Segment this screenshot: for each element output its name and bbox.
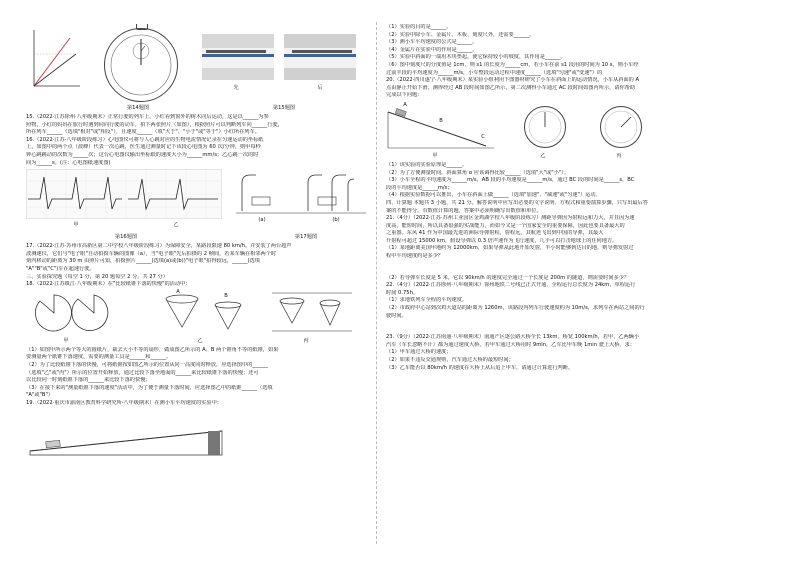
questions-15-16 [26, 114, 376, 167]
text-line: 20.（2022·四川遂宁·八年级期末）某实验小组利用下图器材研究了小车在斜面上的运动情况，小车从斜面的 A [386, 77, 640, 84]
camera-label-b: (b) [332, 217, 340, 224]
stopwatch-crown-icon [136, 24, 148, 30]
text-line: （1）甲车通过大桥的速度； [386, 349, 452, 356]
text-line: 18.（2022·江苏镇江·八年级期末）在"比较纸锥下落的快慢"的活动中： [26, 281, 191, 288]
text-line: 程中平均速度约是多少？ [386, 253, 444, 260]
text-line: （4）根据实验数据可以推出，小车在斜面上做______（选填"加速"、"减速"或"匀速"）运动。 [386, 192, 601, 199]
figure-16-caption: 第16题图 [114, 234, 138, 241]
section-heading: 四、计算题 本题共 3 小题，共 21 分。解答说明中应写出必要的文字说明、方程式和重要演算步骤，只写出最后答 [386, 199, 648, 206]
figure-captions-16-17 [26, 233, 376, 243]
ecg-chart [26, 169, 222, 219]
text-line: 21.（4分）（2022·江苏·苏州工业园区金鸡湖学校八年级阶段练习）测距导弹因为射程远和力大，并且因为速 [386, 215, 635, 222]
text-line: 15.（2022·江苏徐州·八年级期末）正常行驶的列车上，小红看到窗外的树木向后运动，这是以______为参 [26, 114, 269, 120]
right-column [386, 24, 736, 544]
photo-label-before: 先 [233, 85, 239, 91]
text-line: （1）实验的目的是______。 [386, 24, 452, 30]
text-line: 22.（4分）（2022·江苏徐州·八年级期末）徐州地铁二号线已正式开通，全程运行总长度为 24km，单程运行 [386, 282, 636, 289]
text-line: 以比较同一时刻纸锥下落的______来比较下落的快慢； [26, 377, 151, 384]
text-line: （3）乙车能否以 80km/h 的速度在大桥上从后追上甲车，请通过计算进行判断。 [386, 364, 574, 371]
text-line: 之重器。东风 41 作为中国最先进的洲际导弹射程，射程远，其航迹飞出到中国的导弹，其最大 [386, 230, 604, 237]
photo-label-after: 后 [317, 85, 323, 91]
point-c-label: C [481, 133, 485, 140]
text-line: 17.（2022·江苏·苏州市高新区第二中学校八年级阶段练习）为保障安全，某路段限速 80 km/h。并安装了两台超声 [26, 243, 292, 250]
questions-17-18 [26, 243, 376, 289]
text-line: （3）小车全程的平均速度为______m/s，AB 段的平均速度是______m/s，通过 BC 段的时间是______s，BC [386, 177, 635, 184]
text-line: 16.（2022·江苏·八年级阶段练习）心电图仪可将与人心跳对应的生物电流情况记录在匀速运动的坐标纸 [26, 136, 264, 143]
text-line: 刻内移动的距离为 30 m 由照片可知，拍摄照片______(选填(a)或(b))"电子眼"拍得较远，______(选填 [26, 258, 260, 265]
column-divider [376, 22, 377, 544]
text-line: （3）在接下来的"测量纸锥下落的速度"活动中，为了便于测量下落时间，应选择图乙中的纸锥______（选填 [26, 384, 273, 391]
figure-14-graph [26, 24, 82, 96]
text-line: 上，如图中的两个点（波峰）代表一次心跳，医生通过测量时记下该段心电图为 60 次/分钟，则甲每秒 [26, 144, 261, 151]
text-line: （1）该实验的实验原理是______。 [386, 161, 468, 168]
text-line: "A"或"B"） [26, 392, 54, 399]
question-19-parts [386, 24, 736, 100]
text-line: （1）某地距离美国甲地约为 12000km，如果导弹从此地开始发射，半小时能够到达目的地，则导弹发射过 [386, 245, 634, 252]
text-line: 时间 0.75h。 [386, 289, 419, 296]
text-line: （1）求地铁列车全程的平均速度。 [386, 297, 468, 304]
stopwatch-label-yi: 乙 [540, 152, 546, 159]
text-line: （4）金属片在实验中的作用是______。 [386, 46, 478, 53]
left-column [26, 24, 376, 544]
text-line: 汽车（车长忽略不计）都为通过速度大桥，若甲车通过大桥用时 9min，乙车比甲车晚 1min 驶上大桥，求： [386, 341, 635, 348]
stopwatch-b-icon [524, 106, 566, 148]
point-a-label: A [403, 101, 407, 108]
text-line: 23.（9分）（2022·江苏南通·八年级期末）南通产区逐公路大桥全长 13km，桥宽 100km/h，若甲、乙两辆小 [386, 334, 640, 341]
text-line: 驶时间。 [386, 312, 407, 319]
section-heading: 三、实验探究题（每空 1 分，第 20 题每空 2 分，共 27 分） [26, 273, 168, 280]
text-line: （2）为了比较纸锥下落的快慢，可将纸锥按如图乙所示的位置从同一高度同时释放，应选择图中的______ [26, 361, 268, 368]
questions-20-23 [386, 162, 736, 372]
text-line: （2）实验中除小车、金属片、木板、刻度尺外，还需要______。 [386, 31, 535, 38]
text-line: （选填"乙"或"丙"）所示的位置开始释放，通过比较下落至地面的______来比较纸锥下落的快慢；还可 [26, 369, 259, 376]
text-line: 波测速仪，它们与"电子眼"自动拍摄车辆的图像（a），当"电子眼"先后拍摄的 2 帧间，若某车辆在相邻两个时 [26, 250, 277, 257]
blank-line [386, 261, 736, 275]
cone-label-a: A [176, 288, 180, 295]
stopwatch-c-icon [600, 106, 642, 148]
questions-18-19 [26, 347, 376, 408]
text-line: （1）如图甲所示两个等大的圆纸片，裁去大小不等的扇形，做成图乙所示的 A、B 两个锥角不等的纸锥，如果 [26, 346, 279, 353]
text-line: （6）图中刻度尺的分度值是 1cm，则 s1 的长度为______cm，若小车在前 s1 段用的时间为 10 s，则小车经 [386, 61, 639, 68]
figure-20 [386, 100, 736, 162]
cone-label-yi: 乙 [197, 337, 203, 344]
figures-14-15 [26, 24, 376, 114]
figure-14-caption: 第14题图 [126, 105, 150, 111]
figure-15-caption: 第15题图 [272, 105, 296, 111]
text-line: 19.（2022·重庆市渝南区教育科学研究所·八年级期末）在测小车平均速度的实验中： [26, 399, 222, 406]
cone-label-jia: 甲 [63, 337, 69, 344]
text-line: 照物，小红的妈妈在旅行时遇到同向行驶的动车，拍下两张照片（如图），根据照片可以判断列车向______行驶， [26, 121, 283, 128]
train-photo-after [284, 34, 356, 80]
figures-16-17 [26, 167, 376, 233]
text-line: （5）实验中斜面的一端用木块垫起，使它保持较小的坡度，其作用是______。 [386, 54, 566, 61]
train-photo-before [202, 34, 274, 80]
text-line: 要测量两个纸锥下落速度，需要的测量工具是______和______。 [26, 354, 172, 361]
text-line: （2）若导弹车长度是 5 米，它以 90km/h 的速度完全通过一个长度是 200m 的隧道，则需要时间多少？ [386, 274, 630, 281]
text-line: 升射程可超过 15000 km，假设导弹以 0.3 倍声速作为飞行速度，几乎可以打击地球上的任何地方。 [386, 237, 618, 244]
text-line: 点由静止开始下滑，测得经过 AB 段时间如图乙所示，第二次测得小车通过 AC 段时间如图丙所示，请你帮助 [386, 84, 636, 91]
text-line: 段的平均速度是______m/s； [386, 184, 453, 191]
text-line: 过前半段的平均速度为______m/s，小车整段运动过程中速度______（选填"匀速"或"变速"）的 [386, 69, 603, 76]
text-line: （2）如果不违反交通规则，汽车通过大桥的最短时间； [386, 357, 514, 363]
incline-ramp-figure [26, 411, 226, 459]
text-line: 完成以下问题： [386, 92, 423, 99]
ecg-label-jia: 甲 [73, 222, 79, 229]
text-line: 间为______s。(注：心电图纸速度图) [26, 159, 111, 166]
figure-paper-cones [26, 289, 376, 347]
cone-diagrams [32, 288, 352, 335]
text-line: "A""B"或"C")车在超速行驶。 [26, 265, 95, 272]
text-line: 钟心跳跳动的次数为______次；这台心电图仪输出坐标纸的速度大小为______mm/s；乙心跳一次的时 [26, 151, 259, 158]
stopwatch-icon [104, 28, 178, 102]
text-line: （2）为了方便测量时间，斜面算角 α 应该调得比较______（选填"大"或"小"）； [386, 169, 569, 176]
ecg-label-yi: 乙 [173, 222, 179, 229]
figure-17-caption: 第17题图 [294, 234, 318, 241]
ramp-with-car [386, 102, 496, 154]
cone-label-b: B [224, 292, 228, 299]
speed-camera-figure [236, 171, 366, 219]
cone-label-bing: 丙 [303, 337, 309, 344]
text-line: 所在列车______（选填"相对"或"相反"），且速度______（填"大于"、"小于"或"等于"）小红所在列车。 [26, 129, 260, 136]
camera-label-a: (a) [258, 217, 266, 224]
text-line: 案的不能得分，有数值计算的题，答案中必须明确写出数值和单位。 [386, 207, 542, 214]
text-line: 度高，能短时间，所以具备很强的实战能力，而如今又是一个国家安全的重要保障，因此也要具备最大的 [386, 222, 625, 229]
blank-line [386, 320, 736, 334]
stopwatch-label-bing: 丙 [616, 152, 622, 159]
text-line: （3）测小车平均速度的公式是______。 [386, 39, 478, 46]
point-b-label: B [439, 117, 443, 124]
text-line: （2）市政府中心站到次鸡大道站的距离为 1260m，该路段内列车行驶速度约为 10m/s，求列车在两站之间的行 [386, 305, 645, 312]
ramp-label-jia: 甲 [432, 152, 438, 159]
